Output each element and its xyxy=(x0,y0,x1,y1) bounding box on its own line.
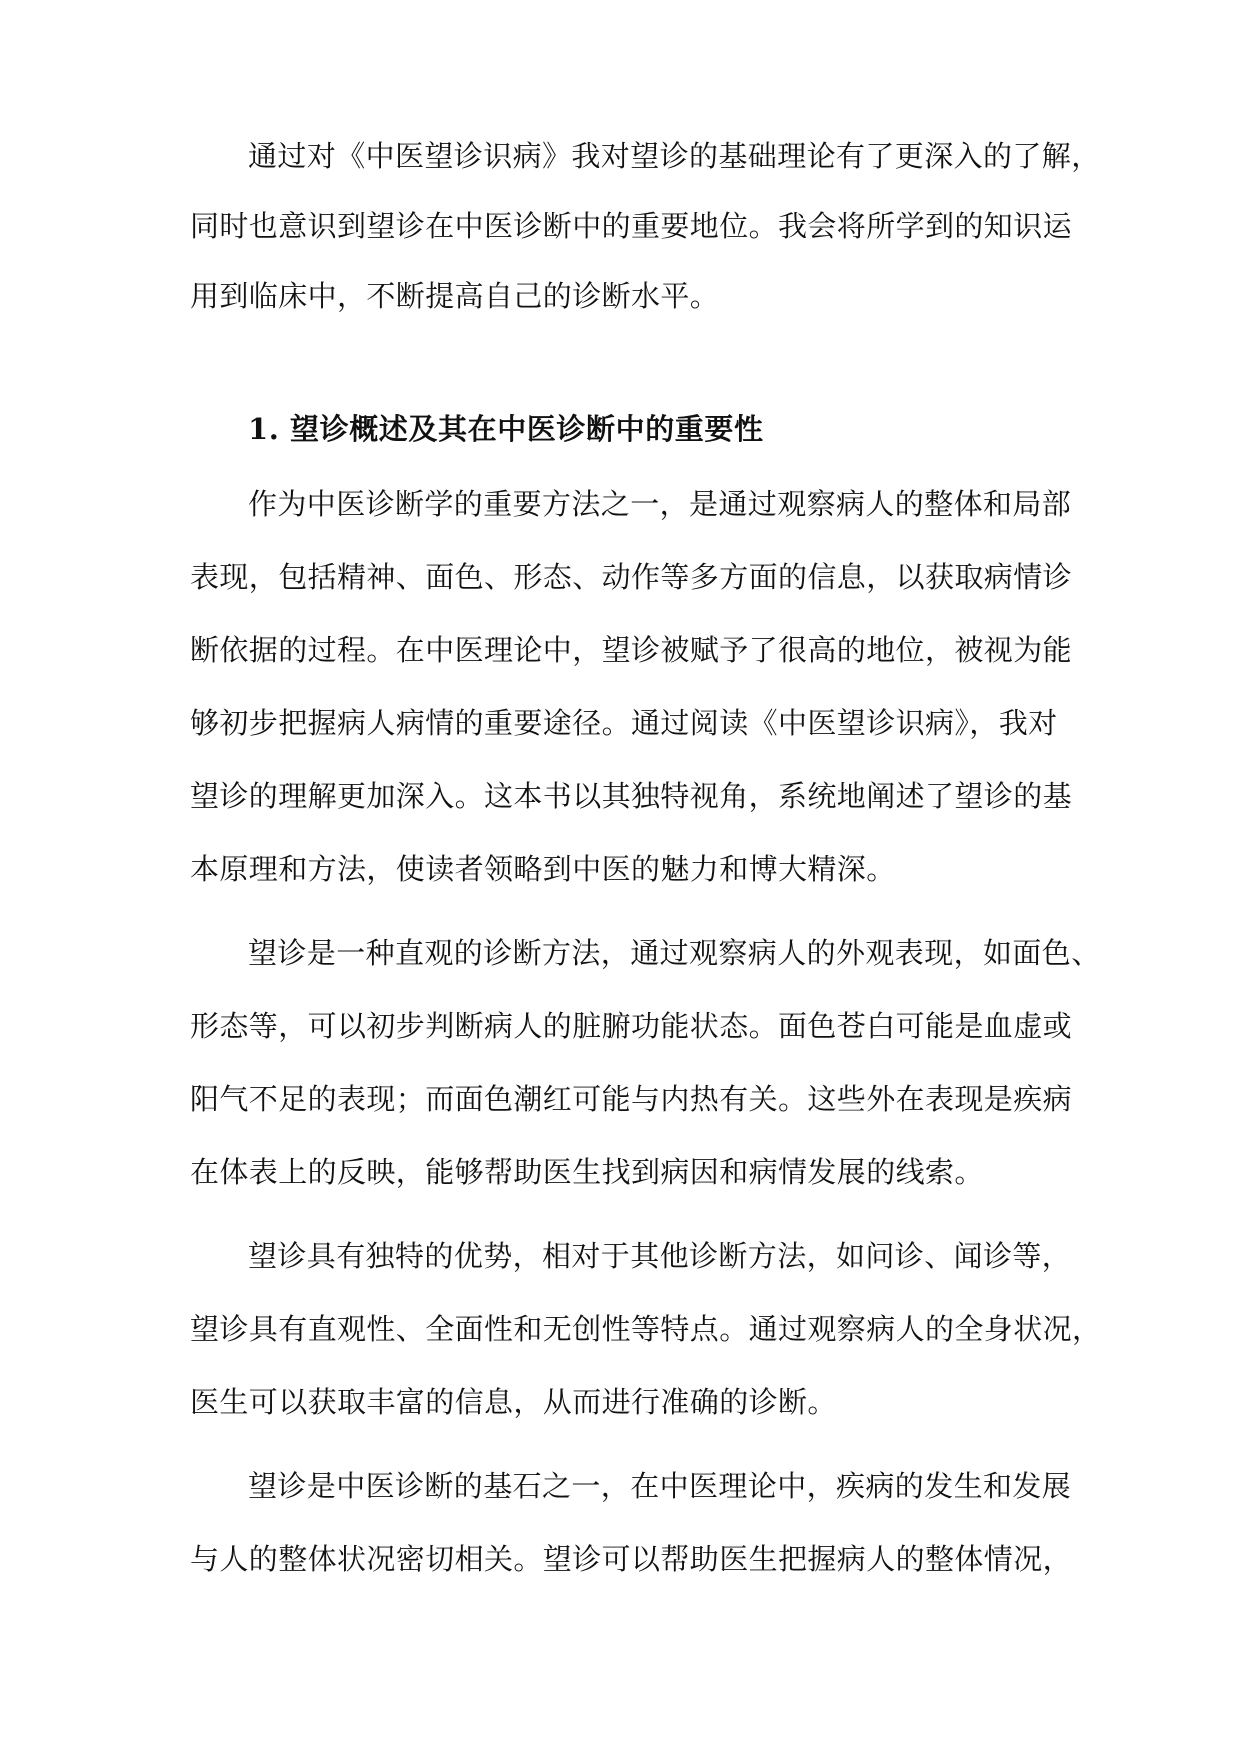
para2-line-1: 望诊是一种直观的诊断方法，通过观察病人的外观表现，如面色、 xyxy=(248,936,1101,970)
section-heading xyxy=(248,409,1128,449)
para1-line-2: 表现，包括精神、面色、形态、动作等多方面的信息，以获取病情诊 xyxy=(190,560,1073,594)
para1-line-5: 望诊的理解更加深入。这本书以其独特视角，系统地阐述了望诊的基 xyxy=(190,779,1073,813)
para1-line-4: 够初步把握病人病情的重要途径。通过阅读《中医望诊识病》，我对 xyxy=(190,706,1058,740)
para1-line-6: 本原理和方法，使读者领略到中医的魅力和博大精深。 xyxy=(190,852,896,886)
para2-line-2: 形态等，可以初步判断病人的脏腑功能状态。面色苍白可能是血虚或 xyxy=(190,1009,1073,1043)
para3-line-1: 望诊具有独特的优势，相对于其他诊断方法，如问诊、闻诊等， xyxy=(248,1239,1072,1273)
intro-line-1: 通过对《中医望诊识病》我对望诊的基础理论有了更深入的了解， xyxy=(248,139,1101,173)
para3-line-3: 医生可以获取丰富的信息，从而进行准确的诊断。 xyxy=(190,1385,837,1419)
para4-line-2: 与人的整体状况密切相关。望诊可以帮助医生把握病人的整体情况， xyxy=(190,1542,1073,1576)
para3-line-2: 望诊具有直观性、全面性和无创性等特点。通过观察病人的全身状况， xyxy=(190,1312,1102,1346)
para1-line-3: 断依据的过程。在中医理论中，望诊被赋予了很高的地位，被视为能 xyxy=(190,633,1073,667)
intro-line-3: 用到临床中，不断提高自己的诊断水平。 xyxy=(190,279,720,313)
para1-line-1: 作为中医诊断学的重要方法之一，是通过观察病人的整体和局部 xyxy=(248,487,1072,521)
para2-line-3: 阳气不足的表现；而面色潮红可能与内热有关。这些外在表现是疾病 xyxy=(190,1082,1073,1116)
section-title: 望诊概述及其在中医诊断中的重要性 xyxy=(290,412,764,446)
section-number: 1. xyxy=(248,412,280,446)
intro-line-2: 同时也意识到望诊在中医诊断中的重要地位。我会将所学到的知识运 xyxy=(190,209,1073,243)
para2-line-4: 在体表上的反映，能够帮助医生找到病因和病情发展的线索。 xyxy=(190,1155,984,1189)
para4-line-1: 望诊是中医诊断的基石之一，在中医理论中，疾病的发生和发展 xyxy=(248,1469,1072,1503)
